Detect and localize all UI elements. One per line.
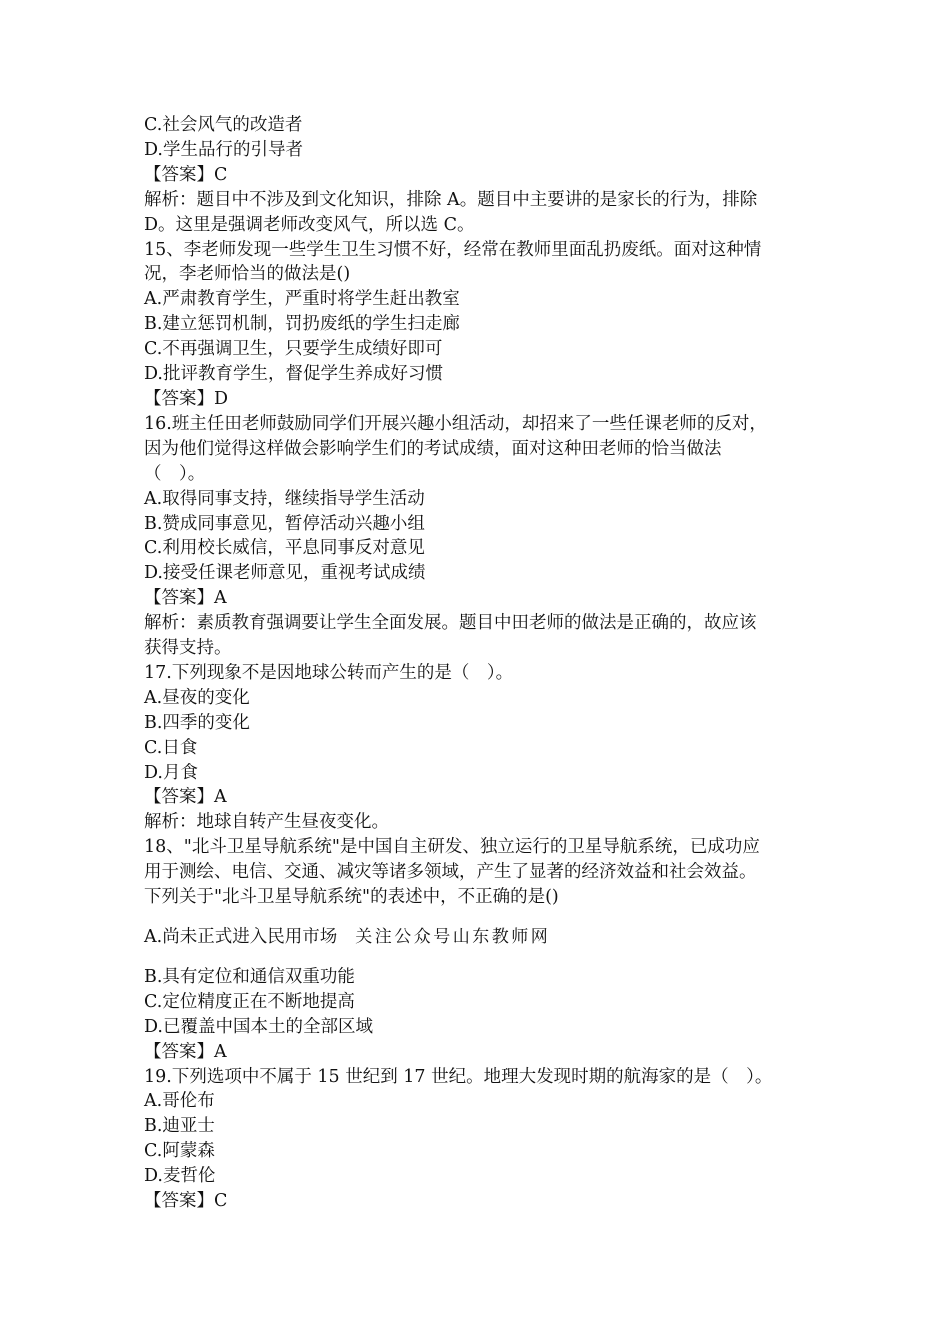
option-line: B.四季的变化 — [144, 712, 250, 733]
option-line: B.迪亚士 — [144, 1116, 215, 1137]
question-line: 因为他们觉得这样做会影响学生们的考试成绩，面对这种田老师的恰当做法 — [144, 438, 722, 459]
answer-line: 【答案】A — [144, 588, 227, 609]
option-line: B.建立惩罚机制，罚扔废纸的学生扫走廊 — [144, 314, 460, 335]
explanation-line: 解析：题目中不涉及到文化知识，排除 A。题目中主要讲的是家长的行为，排除 — [144, 189, 758, 210]
explanation-line: 解析：素质教育强调要让学生全面发展。题目中田老师的做法是正确的，故应该 — [144, 613, 757, 634]
answer-line: 【答案】D — [144, 388, 229, 409]
option-line: C.利用校长威信，平息同事反对意见 — [144, 538, 425, 559]
question-line: 18、"北斗卫星导航系统"是中国自主研发、独立运行的卫星导航系统，已成功应 — [144, 837, 760, 858]
option-line: D.批评教育学生，督促学生养成好习惯 — [144, 364, 443, 385]
document-body — [144, 113, 814, 1214]
option-line: B.具有定位和通信双重功能 — [144, 966, 355, 987]
question-line: （ ）。 — [144, 463, 206, 484]
text-line: C.社会风气的改造者 — [144, 115, 303, 135]
option-text: A.尚未正式进入民用市场 — [144, 927, 338, 947]
option-line: B.赞成同事意见，暂停活动兴趣小组 — [144, 513, 425, 534]
option-line: C.日食 — [144, 737, 198, 758]
option-line: D.已覆盖中国本土的全部区域 — [144, 1016, 373, 1037]
option-line: D.接受任课老师意见，重视考试成绩 — [144, 563, 426, 584]
answer-line: 【答案】C — [144, 164, 228, 185]
question-line: 17.下列现象不是因地球公转而产生的是（ ）。 — [144, 662, 514, 683]
option-line: D.月食 — [144, 762, 198, 783]
question-line: 15、李老师发现一些学生卫生习惯不好，经常在教师里面乱扔废纸。面对这种情 — [144, 239, 762, 260]
question-line: 况，李老师恰当的做法是() — [144, 264, 351, 285]
explanation-line: D。这里是强调老师改变风气，所以选 C。 — [144, 214, 475, 235]
question-line: 下列关于"北斗卫星导航系统"的表述中，不正确的是() — [144, 887, 559, 908]
answer-line: 【答案】C — [144, 1191, 228, 1212]
question-line: 16.班主任田老师鼓励同学们开展兴趣小组活动，却招来了一些任课老师的反对， — [144, 413, 767, 434]
option-with-watermark — [144, 925, 814, 950]
option-line: C.定位精度正在不断地提高 — [144, 991, 355, 1012]
answer-line: 【答案】A — [144, 1041, 227, 1062]
option-line: A.取得同事支持，继续指导学生活动 — [144, 488, 425, 509]
explanation-line: 解析：地球自转产生昼夜变化。 — [144, 812, 389, 833]
watermark-text: 关注公众号山东教师网 — [355, 927, 551, 947]
text-line: D.学生品行的引导者 — [144, 139, 303, 160]
option-line: A.哥伦布 — [144, 1091, 215, 1112]
option-line: A.昼夜的变化 — [144, 687, 250, 708]
answer-line: 【答案】A — [144, 787, 227, 808]
option-line: C.不再强调卫生，只要学生成绩好即可 — [144, 339, 443, 360]
option-line: D.麦哲伦 — [144, 1166, 216, 1187]
option-line: C.阿蒙森 — [144, 1141, 215, 1162]
option-line: A.严肃教育学生，严重时将学生赶出教室 — [144, 289, 460, 310]
question-line: 19.下列选项中不属于 15 世纪到 17 世纪。地理大发现时期的航海家的是（ ）。 — [144, 1066, 773, 1087]
question-line: 用于测绘、电信、交通、减灾等诸多领域，产生了显著的经济效益和社会效益。 — [144, 862, 757, 883]
explanation-line: 获得支持。 — [144, 638, 232, 659]
